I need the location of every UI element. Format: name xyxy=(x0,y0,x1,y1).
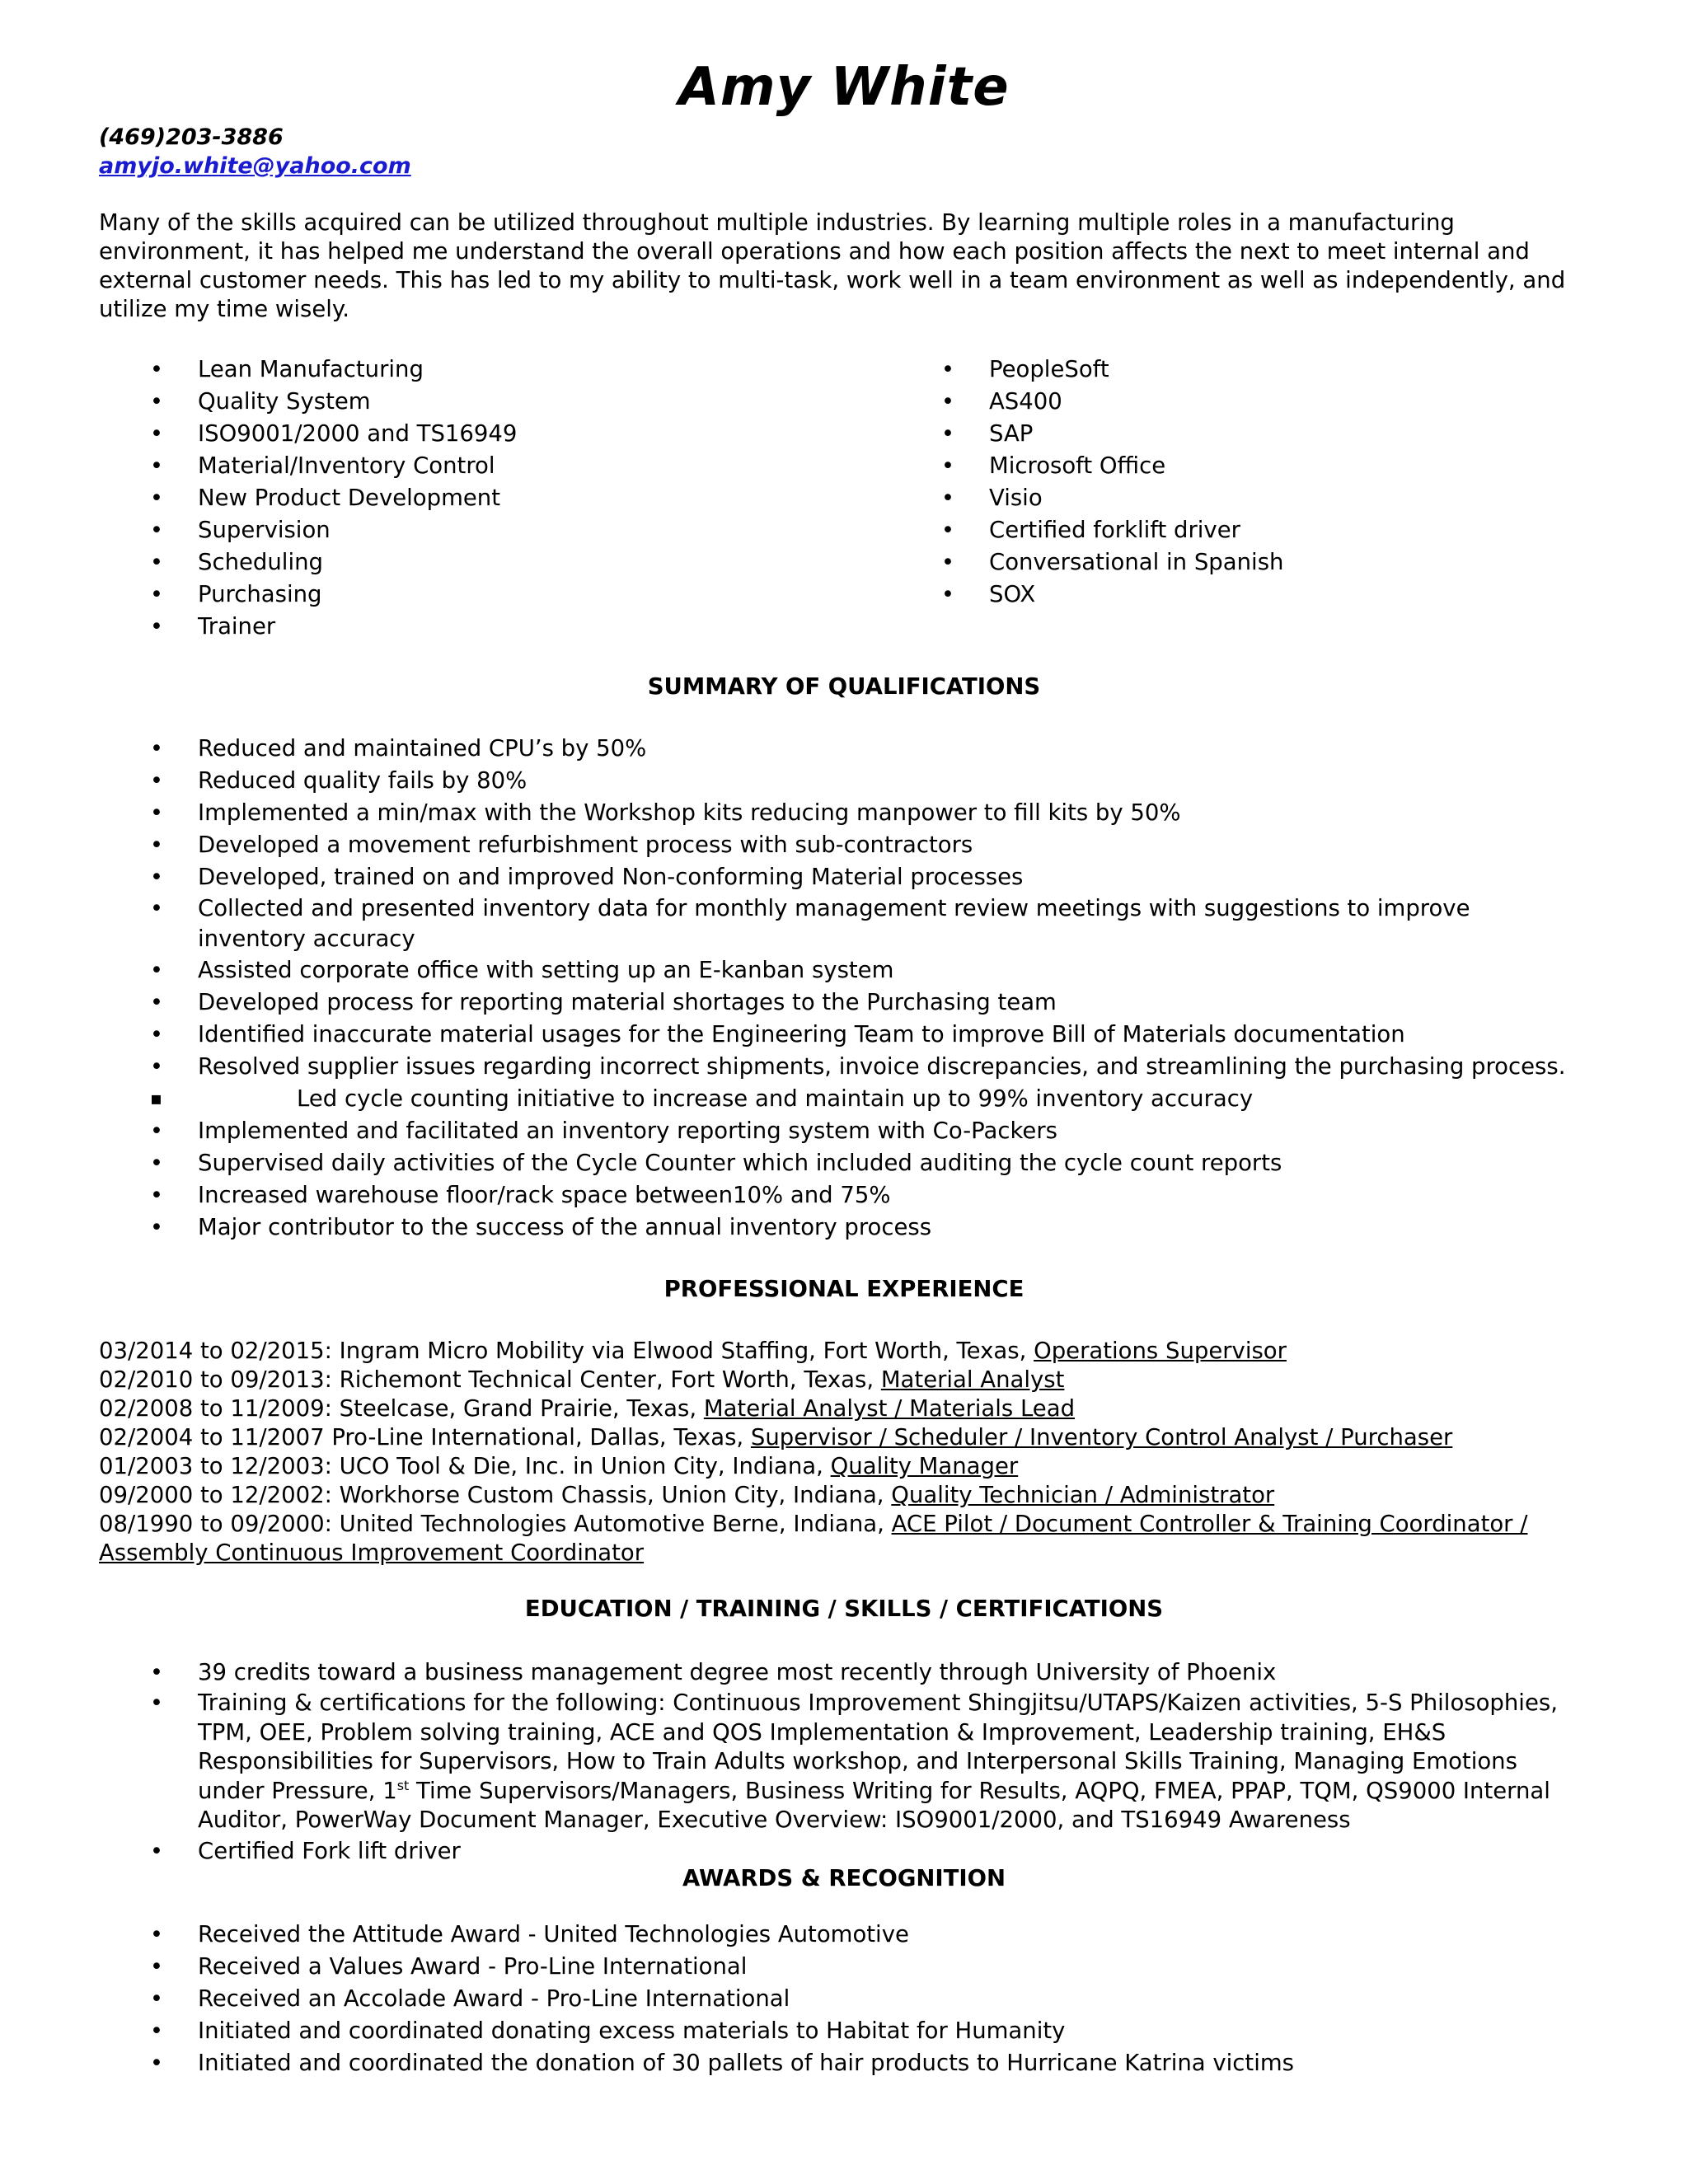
experience-details: 08/1990 to 09/2000: United Technologies Automotive Berne, Indiana, xyxy=(99,1511,892,1537)
list-item: • Scheduling xyxy=(99,546,841,579)
list-item: • Assisted corporate office with setting up an E-kanban system xyxy=(99,954,1582,987)
list-item: • Received the Attitude Award - United Technologies Automotive xyxy=(99,1919,1582,1951)
list-item: • SOX xyxy=(890,579,1632,611)
list-item: • Developed process for reporting material shortages to the Purchasing team xyxy=(99,987,1582,1019)
awards-heading: AWARDS & RECOGNITION xyxy=(682,1865,1006,1891)
list-item: • Received an Accolade Award - Pro-Line International xyxy=(99,1983,1582,2015)
candidate-name: Amy White xyxy=(678,57,1010,118)
list-item: • Quality System xyxy=(99,386,841,418)
experience-entry xyxy=(99,1510,1582,1568)
intro-paragraph: Many of the skills acquired can be utilized throughout multiple industries. By learning multiple roles in a manufacturing environment, it has helped me understand the overall operations and how each position affects the next to meet internal and external customer needs. This has led to my ability to multi-task, work well in a team environment as well as independently, and utilize my time wisely. xyxy=(99,209,1566,322)
job-title: Quality Technician / Administrator xyxy=(891,1482,1275,1508)
list-item: • Implemented and facilitated an inventory reporting system with Co-Packers xyxy=(99,1115,1582,1147)
list-item: • Visio xyxy=(890,482,1632,514)
list-item: • Lean Manufacturing xyxy=(99,354,841,386)
list-item: • Developed a movement refurbishment process with sub-contractors xyxy=(99,829,1582,861)
skills-list-left xyxy=(99,354,841,643)
list-item: • Trainer xyxy=(99,611,841,643)
experience-details: 09/2000 to 12/2002: Workhorse Custom Chassis, Union City, Indiana, xyxy=(99,1482,892,1508)
experience-details: 02/2010 to 09/2013: Richemont Technical Center, Fort Worth, Texas, xyxy=(99,1366,881,1393)
experience-entry xyxy=(99,1452,1582,1481)
list-item: • Certified Fork lift driver xyxy=(99,1835,1582,1868)
list-item: • Increased warehouse floor/rack space between10% and 75% xyxy=(99,1179,1582,1212)
email-link[interactable]: amyjo.white@yahoo.com xyxy=(99,153,411,179)
training-text: Training & certifications for the following: Continuous Improvement Shingjitsu/UTAPS/Kaizen activities, 5-S Philosophies, TPM, OEE, Problem solving training, ACE and QOS Implementation & Improvement, Leadership training, EH&S Responsibilities for Supervisors, How to Train Adults workshop, and Interpersonal Skills Training, Managing Emotions under Pressure, 1 xyxy=(198,1690,1558,1804)
job-title: Material Analyst / Materials Lead xyxy=(703,1395,1076,1422)
job-title: Material Analyst xyxy=(880,1366,1065,1393)
list-item: • Received a Values Award - Pro-Line International xyxy=(99,1951,1582,1983)
training-text: Time Supervisors/Managers, Business Writing for Results, AQPQ, FMEA, PPAP, TQM, QS9000 Internal Auditor, PowerWay Document Manager, Executive Overview: ISO9001/2000, and TS16949 Awareness xyxy=(198,1777,1550,1833)
phone-number: (469)203-3886 xyxy=(99,124,284,150)
list-item: ▪ Led cycle counting initiative to increase and maintain up to 99% inventory accuracy xyxy=(99,1083,1582,1115)
list-item: • Microsoft Office xyxy=(890,450,1632,482)
ordinal-suffix: st xyxy=(396,1777,410,1793)
list-item: • Reduced and maintained CPU’s by 50% xyxy=(99,733,1582,765)
education-list xyxy=(99,1657,1582,1868)
skills-list-right xyxy=(890,354,1632,611)
list-item: • Implemented a min/max with the Workshop kits reducing manpower to fill kits by 50% xyxy=(99,797,1582,829)
list-item: • Material/Inventory Control xyxy=(99,450,841,482)
experience-details: 01/2003 to 12/2003: UCO Tool & Die, Inc. in Union City, Indiana, xyxy=(99,1453,831,1479)
list-item: • Initiated and coordinated donating excess materials to Habitat for Humanity xyxy=(99,2015,1582,2047)
education-heading: EDUCATION / TRAINING / SKILLS / CERTIFICATIONS xyxy=(524,1596,1164,1622)
experience-entry xyxy=(99,1423,1582,1452)
qualifications-list xyxy=(99,733,1582,1244)
list-item: • Identified inaccurate material usages for the Engineering Team to improve Bill of Materials documentation xyxy=(99,1019,1582,1051)
qualifications-heading: SUMMARY OF QUALIFICATIONS xyxy=(647,673,1041,700)
awards-list xyxy=(99,1919,1582,2079)
list-item: • PeopleSoft xyxy=(890,354,1632,386)
experience-entry xyxy=(99,1366,1582,1394)
experience-entry xyxy=(99,1337,1582,1366)
list-item: • AS400 xyxy=(890,386,1632,418)
list-item: • Major contributor to the success of the annual inventory process xyxy=(99,1212,1582,1244)
experience-details: 02/2004 to 11/2007 Pro-Line International, Dallas, Texas, xyxy=(99,1424,751,1451)
experience-heading: PROFESSIONAL EXPERIENCE xyxy=(663,1276,1025,1302)
list-item: • Supervision xyxy=(99,514,841,546)
list-item: • Certified forklift driver xyxy=(890,514,1632,546)
experience-entry xyxy=(99,1481,1582,1510)
job-title: Operations Supervisor xyxy=(1034,1338,1287,1364)
list-item: • Purchasing xyxy=(99,579,841,611)
list-item: • Reduced quality fails by 80% xyxy=(99,765,1582,797)
list-item: • 39 credits toward a business management degree most recently through University of Phoenix xyxy=(99,1657,1582,1689)
list-item: • Supervised daily activities of the Cycle Counter which included auditing the cycle count reports xyxy=(99,1147,1582,1179)
list-item: • Collected and presented inventory data for monthly management review meetings with suggestions to improve inventory accuracy xyxy=(99,893,1582,954)
list-item: • Conversational in Spanish xyxy=(890,546,1632,579)
job-title: Supervisor / Scheduler / Inventory Control Analyst / Purchaser xyxy=(750,1424,1453,1451)
experience-list xyxy=(99,1337,1582,1568)
list-item: • Developed, trained on and improved Non-conforming Material processes xyxy=(99,861,1582,893)
list-item xyxy=(99,1689,1582,1835)
job-title: Quality Manager xyxy=(830,1453,1019,1479)
experience-entry xyxy=(99,1394,1582,1423)
job-title: ACE Pilot / Document Controller & Training Coordinator / Assembly Continuous Improvement Coordinator xyxy=(99,1511,1528,1566)
list-item: • Initiated and coordinated the donation of 30 pallets of hair products to Hurricane Katrina victims xyxy=(99,2047,1582,2079)
list-item: • New Product Development xyxy=(99,482,841,514)
list-item: • ISO9001/2000 and TS16949 xyxy=(99,418,841,450)
experience-details: 02/2008 to 11/2009: Steelcase, Grand Prairie, Texas, xyxy=(99,1395,704,1422)
list-item: • SAP xyxy=(890,418,1632,450)
experience-details: 03/2014 to 02/2015: Ingram Micro Mobility via Elwood Staffing, Fort Worth, Texas, xyxy=(99,1338,1034,1364)
list-item: • Resolved supplier issues regarding incorrect shipments, invoice discrepancies, and streamlining the purchasing process. xyxy=(99,1051,1582,1083)
